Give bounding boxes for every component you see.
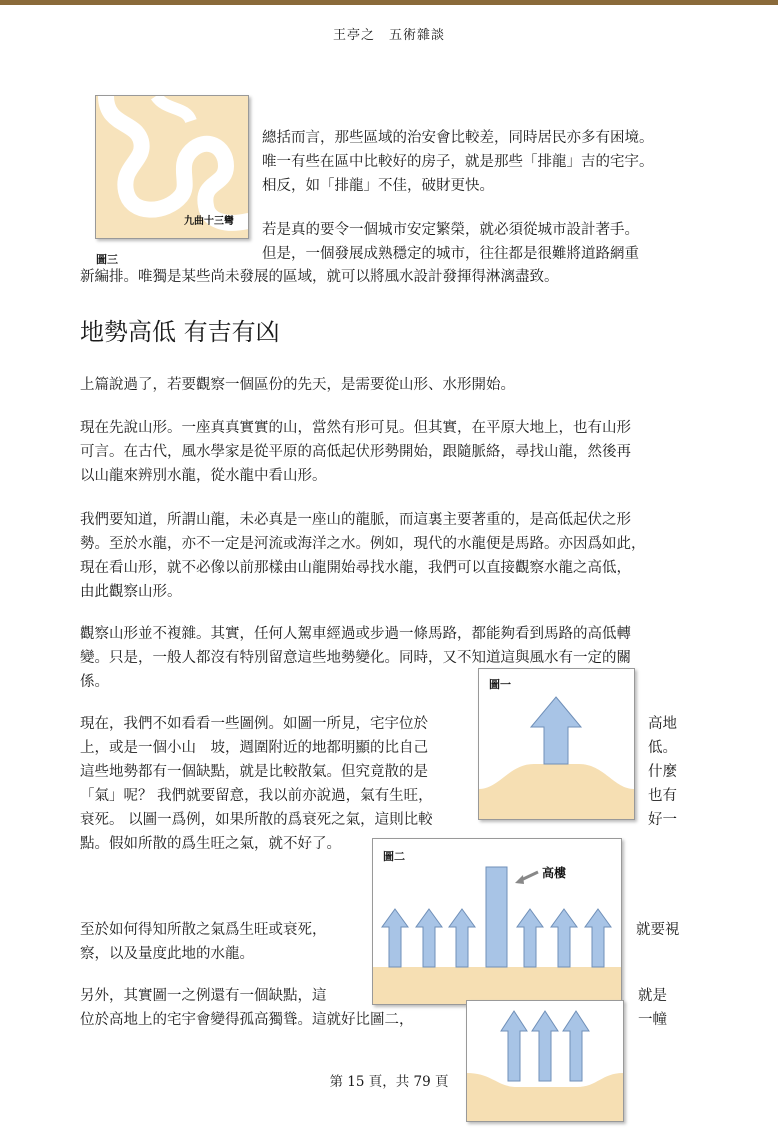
paragraph-5-line-6: 點。假如所散的爲生旺之氣，就不好了。 (80, 836, 341, 852)
paragraph-4-line-2: 變。只是，一般人都沒有特別留意這些地勢變化。同時，又不知道這與風水有一定的關 (80, 650, 631, 666)
paragraph-3-line-4: 由此觀察山形。 (80, 584, 182, 600)
intro-line-4: 若是真的要令一個城市安定繁榮，就必須從城市設計著手。 (262, 222, 639, 238)
fig2-tall-building (486, 867, 507, 967)
page-header: 王亭之 五術雜談 (332, 28, 445, 43)
section-title: 地勢高低 有吉有凶 (80, 318, 280, 346)
valley-illustration (467, 1001, 623, 1121)
paragraph-5-line-2-end: 低。 (648, 740, 677, 756)
paragraph-7-line-2-end: 一幢 (638, 1012, 667, 1028)
paragraph-6-line-2: 察，以及量度此地的水龍。 (80, 946, 254, 962)
figure-2-caption: 圖二 (383, 850, 405, 863)
figure-3-label: 九曲十三彎 (184, 216, 234, 227)
paragraph-4-line-1: 觀察山形並不複雜。其實，任何人駕車經過或步過一條馬路，都能夠看到馬路的高低轉 (80, 626, 631, 642)
tall-building-illustration (373, 839, 621, 1004)
fig2-arrow-1 (382, 909, 408, 967)
fig2-arrow-2 (416, 909, 442, 967)
paragraph-7-line-1-end: 就是 (638, 988, 667, 1004)
paragraph-3-line-1: 我們要知道，所謂山龍，未必真是一座山的龍脈，而這裏主要著重的，是高低起伏之形 (80, 512, 631, 528)
paragraph-2-line-1: 現在先說山形。一座真真實實的山，當然有形可見。但其實，在平原大地上，也有山形 (80, 420, 631, 436)
paragraph-5-line-2: 上，或是一個小山 坡，週圍附近的地都明顯的比自己 (80, 740, 428, 756)
paragraph-7-line-2: 位於高地上的宅宇會變得孤高獨聳。這就好比圖二， (80, 1012, 414, 1028)
intro-line-1: 總括而言，那些區域的治安會比較差，同時居民亦多有困境。 (262, 130, 654, 146)
figure-1-arrow (531, 697, 581, 764)
top-border (0, 0, 778, 5)
intro-line-2: 唯一有些在區中比較好的房子，就是那些「排龍」吉的宅宇。 (262, 154, 654, 170)
figure-valley (466, 1000, 624, 1122)
paragraph-5-line-3-end: 什麼 (648, 764, 677, 780)
winding-road-illustration (96, 96, 248, 238)
paragraph-1: 上篇說過了，若要觀察一個區份的先天，是需要從山形、水形開始。 (80, 377, 515, 393)
paragraph-5-line-4-end: 也有 (648, 788, 677, 804)
figure-2-label: 高樓 (542, 866, 567, 880)
fig2-arrow-3 (449, 909, 475, 967)
paragraph-6-line-1: 至於如何得知所散之氣爲生旺或衰死， (80, 922, 327, 938)
intro-line-5: 但是，一個發展成熟穩定的城市，往往都是很難將道路網重 (262, 246, 639, 262)
paragraph-2-line-2: 可言。在古代，風水學家是從平原的高低起伏形勢開始，跟隨脈絡，尋找山龍，然後再 (80, 444, 631, 460)
page-footer: 第 15 頁，共 79 頁 (329, 1074, 449, 1090)
paragraph-3-line-3: 現在看山形，就不必像以前那樣由山龍開始尋找水龍，我們可以直接觀察水龍之高低， (80, 560, 631, 576)
paragraph-2-line-3: 以山龍來辨別水龍，從水龍中看山形。 (80, 468, 327, 484)
fig2-arrow-5 (551, 909, 577, 967)
intro-line-3: 相反，如「排龍」不佳，破財更快。 (262, 178, 494, 194)
figure-2 (372, 838, 622, 1005)
paragraph-5-line-5-end: 好一 (648, 812, 677, 828)
paragraph-3-line-2: 勢。至於水龍，亦不一定是河流或海洋之水。例如，現代的水龍便是馬路。亦因爲如此， (80, 536, 646, 552)
paragraph-5-line-5: 衰死。 以圖一爲例，如果所散的爲衰死之氣，這則比較 (80, 812, 433, 828)
fig2-arrow-4 (517, 909, 543, 967)
figure-3 (95, 95, 249, 239)
paragraph-5-line-4: 「氣」呢？ 我們就要留意，我以前亦說過，氣有生旺， (80, 788, 433, 804)
figure-1-caption: 圖一 (489, 678, 511, 691)
figure-3-caption: 圖三 (96, 253, 118, 266)
paragraph-5-line-1: 現在，我們不如看看一些圖例。如圖一所見，宅宇位於 (80, 716, 428, 732)
paragraph-5-line-1-end: 高地 (648, 716, 677, 732)
paragraph-6-line-1-end: 就要視 (636, 922, 680, 938)
paragraph-4-line-3: 係。 (80, 674, 109, 690)
intro-line-6: 新編排。唯獨是某些尚未發展的區域，就可以將風水設計發揮得淋漓盡致。 (80, 269, 559, 285)
paragraph-7-line-1: 另外，其實圖一之例還有一個缺點，這 (80, 988, 327, 1004)
paragraph-5-line-3: 這些地勢都有一個缺點，就是比較散氣。但究竟散的是 (80, 764, 428, 780)
fig2-arrow-6 (585, 909, 611, 967)
